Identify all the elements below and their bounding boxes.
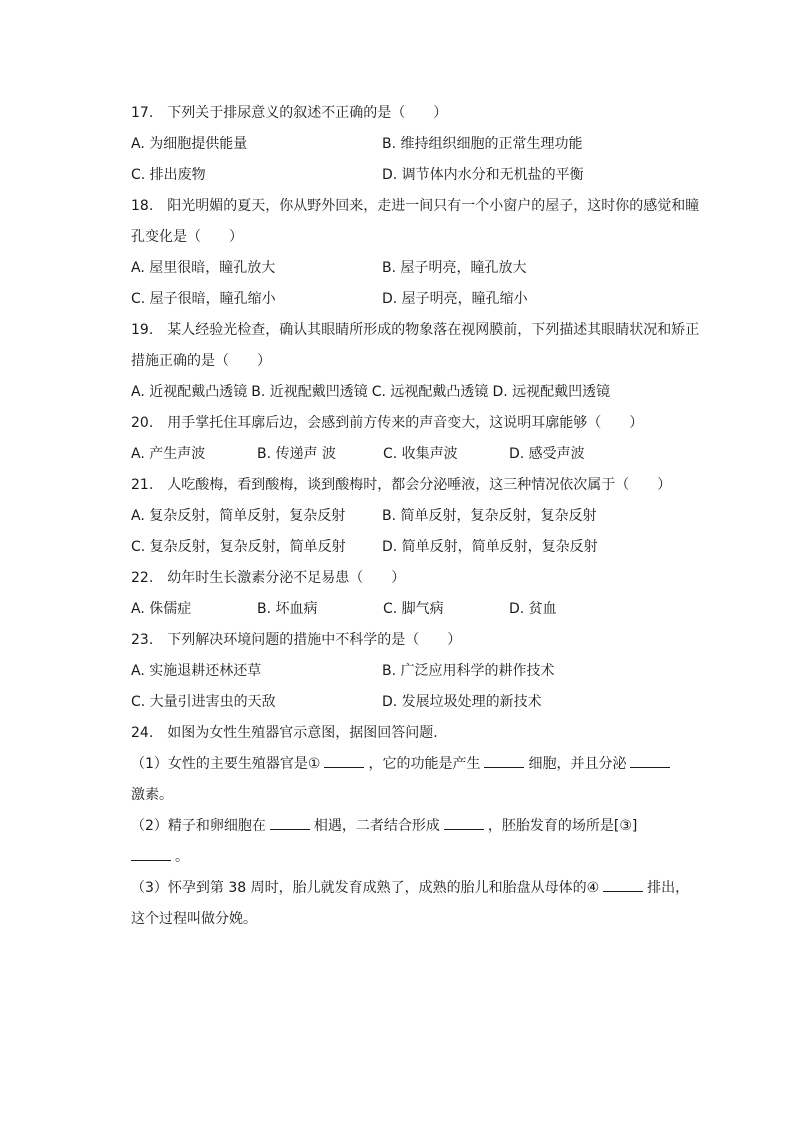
question-stem: 18. 阳光明媚的夏天，你从野外回来，走进一间只有一个小窗户的屋子，这时你的感觉和瞳 (131, 198, 700, 214)
option-b: B. 简单反射，复杂反射，复杂反射 (382, 508, 597, 524)
options-row (131, 687, 691, 718)
sub-question-1 (131, 749, 691, 780)
sub-question-3 (131, 873, 691, 904)
option-c: C. 收集声波 (383, 446, 458, 462)
option-d: D. 发展垃圾处理的新技术 (382, 694, 542, 710)
answer-blank[interactable] (444, 815, 484, 830)
question-stem: 21. 人吃酸梅，看到酸梅，谈到酸梅时，都会分泌唾液，这三种情况依次属于（ ） (131, 477, 672, 493)
question-21 (131, 470, 691, 563)
options-row (131, 160, 691, 191)
option-b: B. 近视配戴凹透镜 (251, 384, 368, 400)
option-c: C. 排出废物 (131, 167, 206, 183)
option-d: D. 屋子明亮，瞳孔缩小 (382, 291, 528, 307)
option-a: A. 实施退耕还林还草 (131, 663, 262, 679)
text-segment: 。 (175, 849, 189, 865)
answer-blank[interactable] (324, 753, 364, 768)
option-a: A. 复杂反射，简单反射，复杂反射 (131, 508, 346, 524)
text-segment: 排出， (647, 880, 690, 896)
option-c: C. 复杂反射，复杂反射，简单反射 (131, 539, 346, 555)
option-d: D. 远视配戴凹透镜 (492, 384, 611, 400)
options-row (131, 532, 691, 563)
text-segment: 细胞，并且分泌 (528, 756, 627, 772)
question-stem-cont: 孔变化是（ ） (131, 229, 243, 245)
option-d: D. 简单反射，简单反射，复杂反射 (382, 539, 598, 555)
option-c: C. 远视配戴凸透镜 (371, 384, 489, 400)
options-row (131, 284, 691, 315)
option-c: C. 屋子很暗，瞳孔缩小 (131, 291, 276, 307)
option-a: A. 屋里很暗，瞳孔放大 (131, 260, 276, 276)
option-c: C. 大量引进害虫的天敌 (131, 694, 276, 710)
question-23 (131, 625, 691, 718)
options-row (131, 377, 691, 408)
text-segment: 相遇，二者结合形成 (313, 818, 440, 834)
text-segment: ，胚胎发育的场所是[③] (487, 818, 638, 834)
option-a: A. 产生声波 (131, 446, 206, 462)
option-b: B. 屋子明亮，瞳孔放大 (382, 260, 527, 276)
question-18 (131, 191, 700, 315)
sub-question-1-cont (131, 780, 691, 811)
answer-blank[interactable] (270, 815, 310, 830)
options-row (131, 594, 691, 625)
option-b: B. 传递声 波 (257, 446, 336, 462)
text-segment: （3）怀孕到第 38 周时，胎儿就发育成熟了，成熟的胎儿和胎盘从母体的④ (131, 880, 600, 896)
options-row (131, 501, 691, 532)
options-row (131, 253, 691, 284)
question-stem: 24. 如图为女性生殖器官示意图，据图回答问题. (131, 725, 438, 741)
question-stem: 20. 用手掌托住耳廓后边，会感到前方传来的声音变大，这说明耳廓能够（ ） (131, 415, 644, 431)
question-stem-cont: 措施正确的是（ ） (131, 353, 271, 369)
option-d: D. 贫血 (509, 601, 557, 617)
answer-blank[interactable] (131, 846, 171, 861)
option-d: D. 感受声波 (509, 446, 585, 462)
text-segment: 激素。 (131, 787, 173, 803)
options-row (131, 656, 691, 687)
option-a: A. 近视配戴凸透镜 (131, 384, 248, 400)
option-a: A. 侏儒症 (131, 601, 192, 617)
sub-question-2-cont (131, 842, 691, 873)
question-20 (131, 408, 691, 470)
options-row (131, 129, 691, 160)
question-stem: 17. 下列关于排尿意义的叙述不正确的是（ ） (131, 105, 448, 121)
option-b: B. 广泛应用科学的耕作技术 (382, 663, 555, 679)
option-d: D. 调节体内水分和无机盐的平衡 (382, 167, 584, 183)
question-stem: 22. 幼年时生长激素分泌不足易患（ ） (131, 570, 406, 586)
text-segment: （2）精子和卵细胞在 (131, 818, 266, 834)
answer-blank[interactable] (603, 877, 643, 892)
text-segment: （1）女性的主要生殖器官是① (131, 756, 321, 772)
sub-question-3-cont (131, 904, 691, 935)
question-22 (131, 563, 691, 625)
sub-question-2 (131, 811, 691, 842)
option-c: C. 脚气病 (383, 601, 444, 617)
option-b: B. 维持组织细胞的正常生理功能 (382, 136, 583, 152)
options-row (131, 439, 691, 470)
question-stem: 23. 下列解决环境问题的措施中不科学的是（ ） (131, 632, 462, 648)
option-b: B. 坏血病 (257, 601, 318, 617)
text-segment: 这个过程叫做分娩。 (131, 911, 257, 927)
text-segment: ，它的功能是产生 (368, 756, 481, 772)
question-19 (131, 315, 700, 408)
answer-blank[interactable] (630, 753, 670, 768)
question-24 (131, 718, 691, 935)
answer-blank[interactable] (484, 753, 524, 768)
question-17 (131, 98, 691, 191)
question-sheet (131, 98, 700, 935)
option-a: A. 为细胞提供能量 (131, 136, 248, 152)
question-stem: 19. 某人经验光检查，确认其眼睛所形成的物象落在视网膜前，下列描述其眼睛状况和矫正 (131, 322, 700, 338)
